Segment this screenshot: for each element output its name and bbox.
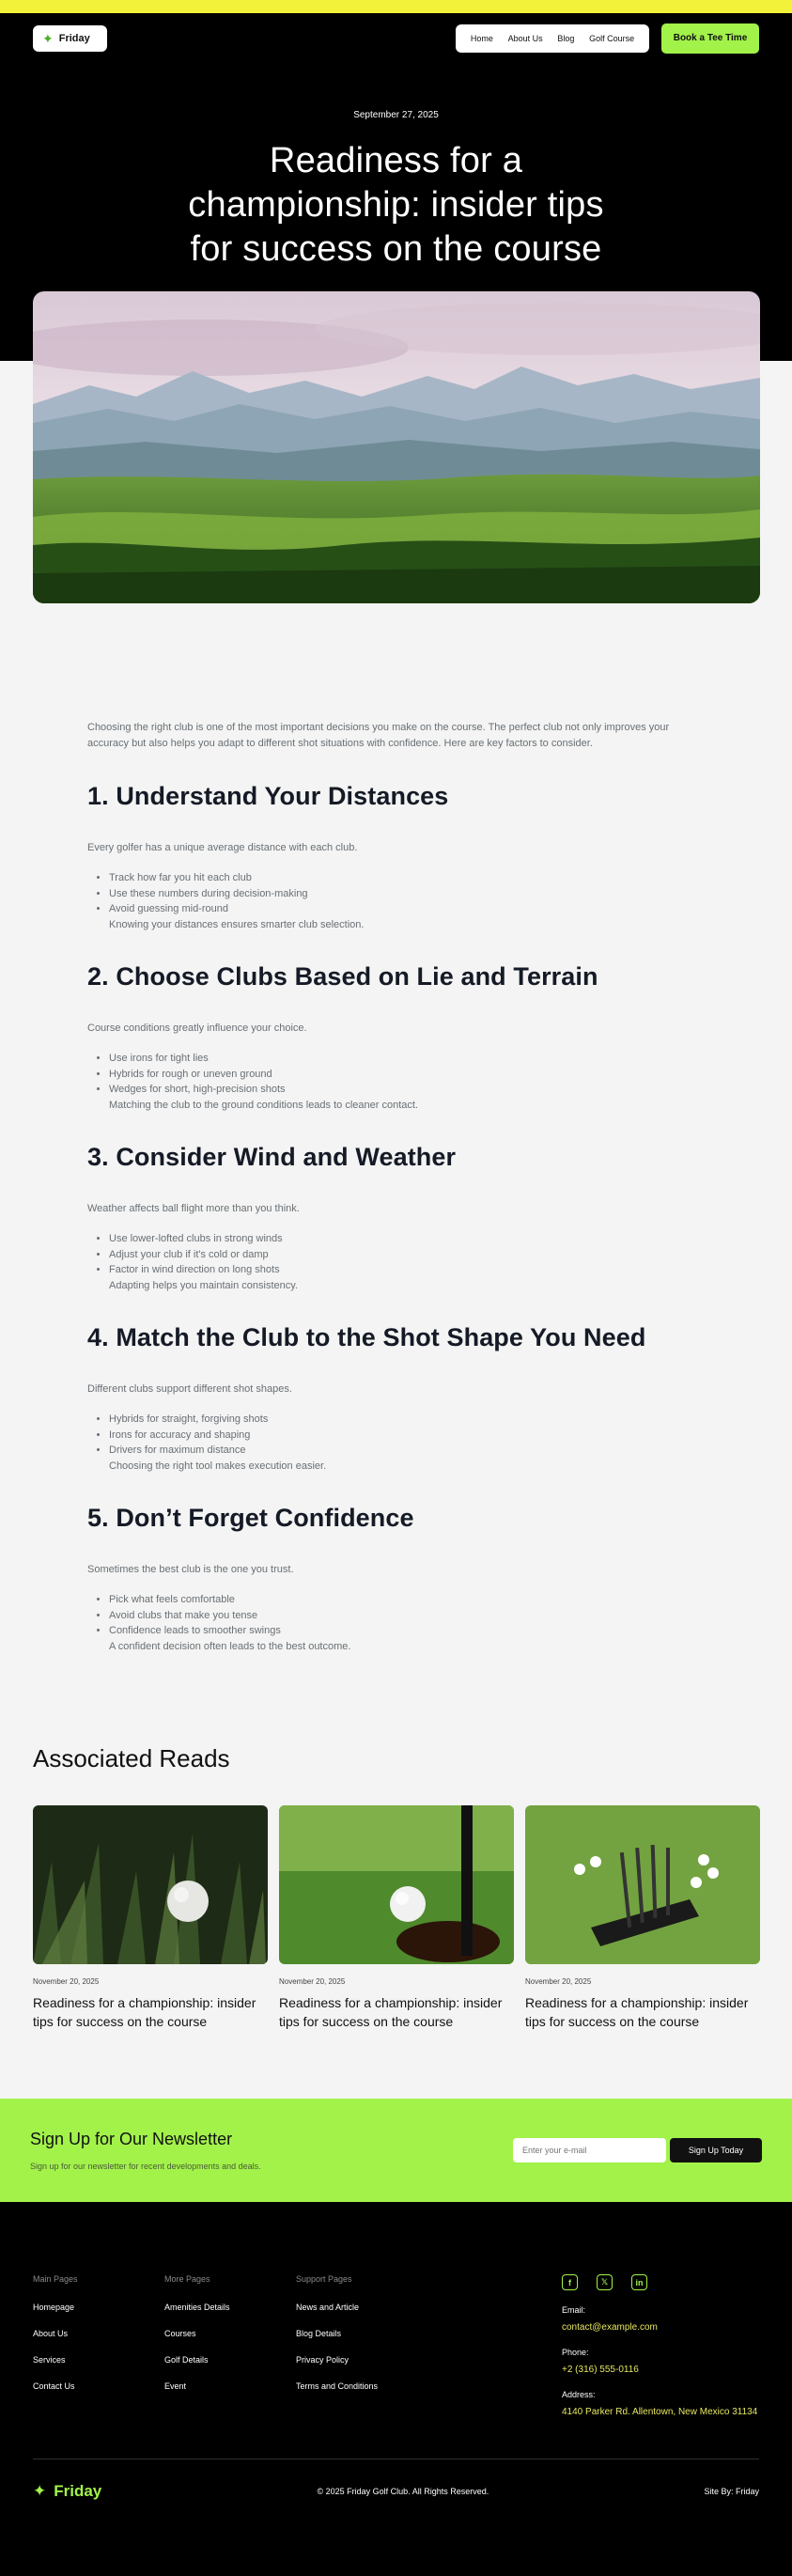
footer-link[interactable]: News and Article xyxy=(296,2303,360,2312)
card-date: November 20, 2025 xyxy=(525,1977,592,1986)
section-lead: Every golfer has a unique average distance with each club. xyxy=(87,842,358,853)
section-heading: 5. Don’t Forget Confidence xyxy=(87,1504,414,1532)
footer-contact xyxy=(562,2274,759,2417)
associated-reads xyxy=(0,1654,792,2031)
card-image-golf-ball-hole[interactable] xyxy=(279,1805,514,1964)
facebook-icon[interactable]: f xyxy=(562,2274,578,2290)
list-item: • Adjust your club if it's cold or damp xyxy=(109,1247,792,1263)
read-card[interactable] xyxy=(33,1805,268,2031)
list-item: • Track how far you hit each club xyxy=(109,870,792,886)
footer-link[interactable]: Golf Details xyxy=(164,2355,209,2365)
nav-item-blog[interactable]: Blog xyxy=(557,33,575,43)
nav-item-golf-course[interactable]: Golf Course xyxy=(589,33,635,43)
list-item: • Hybrids for straight, forgiving shots xyxy=(109,1412,792,1428)
linkedin-icon[interactable]: in xyxy=(631,2274,647,2290)
footer-col-more xyxy=(164,2274,296,2417)
list-item: • Use irons for tight lies xyxy=(109,1051,792,1067)
card-image-golf-clubs[interactable] xyxy=(525,1805,760,1964)
hero-image xyxy=(33,291,760,603)
newsletter-title: Sign Up for Our Newsletter xyxy=(30,2130,233,2148)
article-intro: Choosing the right club is one of the most important decisions you make on the course. The perfect club not only improves your accuracy but also helps you adapt to different shot situations with confidence. Here are key factors to consider. xyxy=(87,722,670,749)
book-tee-time-button[interactable]: Book a Tee Time xyxy=(661,23,759,54)
address-label: Address: xyxy=(562,2390,596,2399)
hero xyxy=(0,13,792,361)
post-date: September 27, 2025 xyxy=(353,110,439,120)
footer-col-support xyxy=(296,2274,427,2417)
nav-item-about[interactable]: About Us xyxy=(507,33,543,43)
card-date: November 20, 2025 xyxy=(279,1977,346,1986)
footer-link[interactable]: Privacy Policy xyxy=(296,2355,349,2365)
footer-col-title: More Pages xyxy=(164,2274,210,2284)
section-summary: Knowing your distances ensures smarter club selection. xyxy=(109,918,365,930)
read-card[interactable] xyxy=(525,1805,760,2031)
phone-link[interactable]: +2 (316) 555-0116 xyxy=(562,2365,639,2375)
card-title[interactable]: Readiness for a championship: insider tips for success on the course xyxy=(279,1995,503,2029)
footer-link[interactable]: Blog Details xyxy=(296,2329,342,2338)
list-item: • Use these numbers during decision-making xyxy=(109,886,792,902)
list-item: • Avoid clubs that make you tense xyxy=(109,1608,792,1624)
address-text: 4140 Parker Rd. Allentown, New Mexico 31134 xyxy=(562,2407,758,2417)
footer-logo[interactable] xyxy=(33,2482,101,2501)
section-heading: 1. Understand Your Distances xyxy=(87,782,449,810)
footer-link[interactable]: About Us xyxy=(33,2329,69,2338)
logo-text: Friday xyxy=(58,32,90,44)
page-title: Readiness for a championship: insider tips for success on the course xyxy=(188,141,604,269)
reads-heading: Associated Reads xyxy=(33,1744,230,1772)
card-date: November 20, 2025 xyxy=(33,1977,100,1986)
reads-cards xyxy=(33,1805,759,2031)
section-list xyxy=(87,870,792,917)
section-list xyxy=(87,1412,792,1459)
footer-logo-text: Friday xyxy=(54,2482,102,2500)
footer-link[interactable]: Terms and Conditions xyxy=(296,2381,379,2391)
section-heading: 4. Match the Club to the Shot Shape You Need xyxy=(87,1323,646,1351)
newsletter-subtitle: Sign up for our newsletter for recent developments and deals. xyxy=(30,2162,261,2171)
list-item: • Factor in wind direction on long shots xyxy=(109,1262,792,1278)
newsletter-text xyxy=(30,2130,261,2171)
list-item: • Confidence leads to smoother swings xyxy=(109,1623,792,1639)
list-item: • Use lower-lofted clubs in strong winds xyxy=(109,1231,792,1247)
section-summary: A confident decision often leads to the best outcome. xyxy=(109,1640,351,1652)
footer-link[interactable]: Amenities Details xyxy=(164,2303,230,2312)
phone-label: Phone: xyxy=(562,2348,589,2357)
read-card[interactable] xyxy=(279,1805,514,2031)
section-lead: Different clubs support different shot shapes. xyxy=(87,1383,292,1395)
card-image-golf-ball-grass[interactable] xyxy=(33,1805,268,1964)
card-title[interactable]: Readiness for a championship: insider tips for success on the course xyxy=(33,1995,256,2029)
nav-item-home[interactable]: Home xyxy=(470,33,493,43)
list-item: • Wedges for short, high-precision shots xyxy=(109,1082,792,1098)
section-list xyxy=(87,1231,792,1278)
newsletter-section xyxy=(0,2099,792,2202)
list-item: • Hybrids for rough or uneven ground xyxy=(109,1067,792,1083)
section-heading: 3. Consider Wind and Weather xyxy=(87,1143,457,1171)
main-nav xyxy=(456,24,649,53)
footer-bottom xyxy=(33,2482,759,2501)
list-item: • Pick what feels comfortable xyxy=(109,1592,792,1608)
newsletter-form xyxy=(513,2138,762,2162)
site-by: Site By: Friday xyxy=(704,2487,759,2496)
footer-link[interactable]: Event xyxy=(164,2381,187,2391)
section-list xyxy=(87,1592,792,1639)
list-item: • Irons for accuracy and shaping xyxy=(109,1428,792,1444)
footer-link[interactable]: Homepage xyxy=(33,2303,75,2312)
section-summary: Adapting helps you maintain consistency. xyxy=(109,1279,298,1291)
footer-link[interactable]: Services xyxy=(33,2355,66,2365)
email-label: Email: xyxy=(562,2305,586,2315)
logo[interactable] xyxy=(33,25,107,52)
section-lead: Weather affects ball flight more than you think. xyxy=(87,1203,300,1214)
signup-button[interactable]: Sign Up Today xyxy=(670,2138,762,2162)
footer-link[interactable]: Courses xyxy=(164,2329,196,2338)
footer-col-main xyxy=(33,2274,164,2417)
copyright: © 2025 Friday Golf Club. All Rights Reserved. xyxy=(317,2487,489,2496)
section-list xyxy=(87,1051,792,1098)
bolt-icon: ✦ xyxy=(33,2482,47,2500)
email-input[interactable] xyxy=(513,2138,666,2162)
footer xyxy=(0,2202,792,2576)
top-accent-bar xyxy=(0,0,792,13)
footer-col-title: Support Pages xyxy=(296,2274,352,2284)
footer-columns xyxy=(33,2274,759,2417)
list-item: • Avoid guessing mid-round xyxy=(109,901,792,917)
section-summary: Matching the club to the ground conditions leads to cleaner contact. xyxy=(109,1099,418,1111)
x-icon[interactable]: 𝕏 xyxy=(597,2274,613,2290)
section-heading: 2. Choose Clubs Based on Lie and Terrain xyxy=(87,962,598,991)
section-summary: Choosing the right tool makes execution easier. xyxy=(109,1460,327,1472)
social-links xyxy=(562,2274,759,2290)
header xyxy=(0,13,792,53)
footer-link[interactable]: Contact Us xyxy=(33,2381,75,2391)
section-lead: Sometimes the best club is the one you trust. xyxy=(87,1564,294,1575)
bolt-icon: ✦ xyxy=(42,30,54,46)
card-title[interactable]: Readiness for a championship: insider tips for success on the course xyxy=(525,1995,749,2029)
email-link[interactable]: contact@example.com xyxy=(562,2322,658,2333)
footer-col-title: Main Pages xyxy=(33,2274,78,2284)
list-item: • Drivers for maximum distance xyxy=(109,1443,792,1459)
section-lead: Course conditions greatly influence your choice. xyxy=(87,1023,307,1034)
